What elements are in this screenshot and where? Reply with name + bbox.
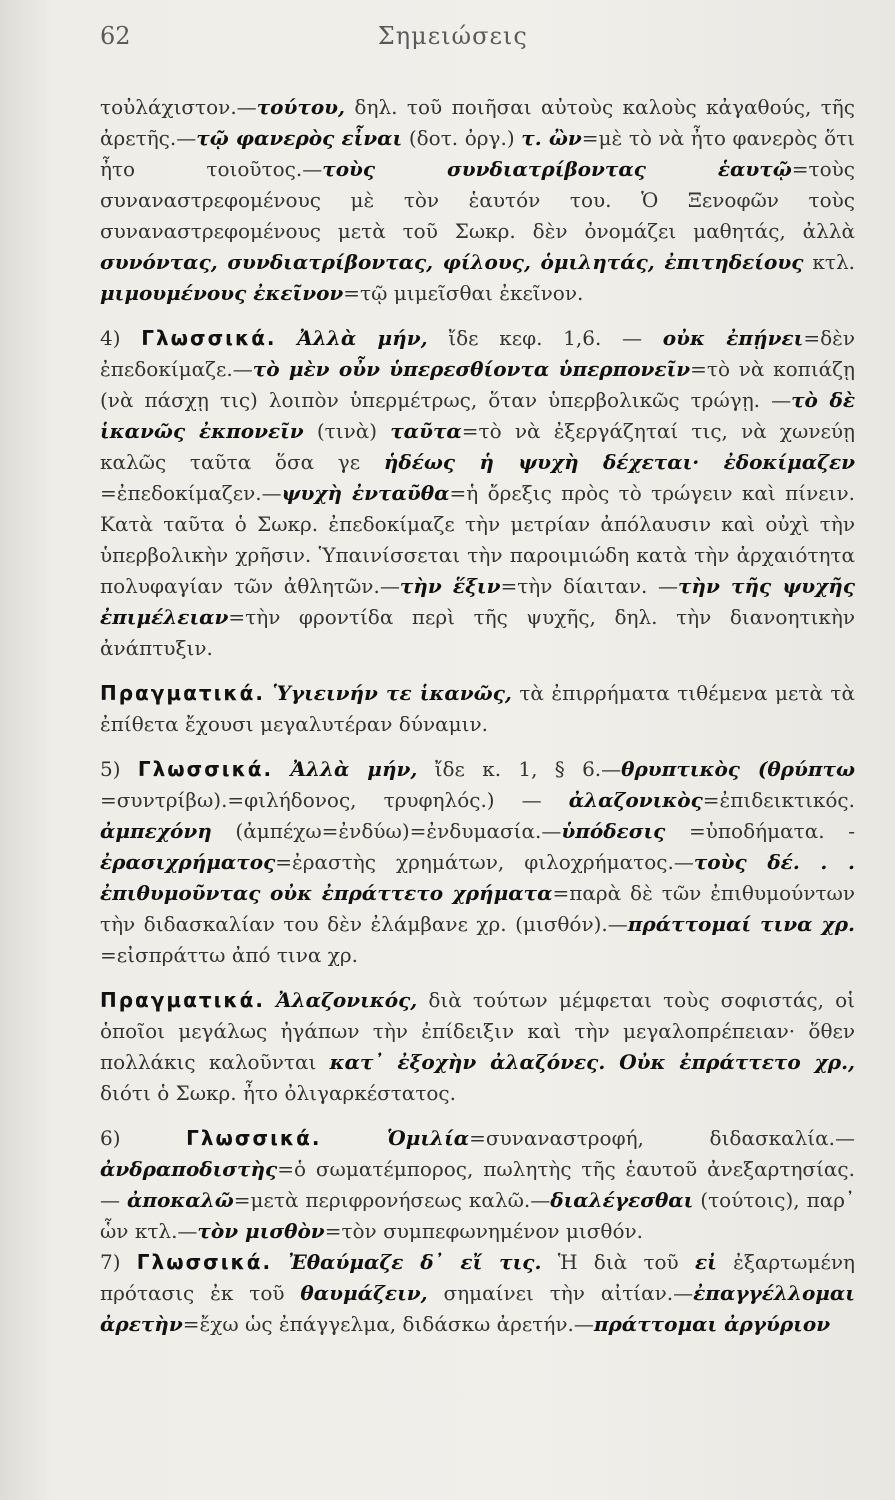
note-paragraph [100, 754, 855, 971]
note-text: =τῷ μιμεῖσθαι ἐκεῖνον. [343, 281, 584, 305]
section-label: Γλωσσικά. [141, 326, 277, 350]
note-paragraph [100, 92, 855, 309]
lemma-term: ἐπαγγέλλομαι ἀρετὴν [100, 1281, 855, 1336]
note-text: ἴδε κ. 1, § 6.— [417, 757, 622, 781]
note-paragraph [100, 1247, 855, 1340]
note-text: =εἰσπράττω ἀπό τινα χρ. [100, 943, 359, 967]
note-text: (δοτ. ὀργ.) [402, 126, 522, 150]
lemma-term: εἰ [695, 1250, 717, 1274]
lemma-term: τοὺς δέ. . . ἐπιθυμοῦντας οὐκ ἐπράττετο χρήματα [100, 850, 855, 905]
note-text: =συντρίβω).=φιλήδονος, τρυφηλός.) — [100, 788, 569, 812]
note-text: =ὁ σωματέμπορος, πωλητὴς τῆς ἑαυτοῦ ἀνεξαρτησίας.— [100, 1157, 855, 1212]
lemma-term: οὐκ ἐπῄνει [662, 326, 804, 350]
note-text: =τὴν δίαιταν. — [500, 574, 678, 598]
note-text [272, 1250, 288, 1274]
running-header [100, 22, 855, 72]
note-text: =τὸ νὰ ἐξεργάζηταί τις, νὰ χωνεύῃ καλῶς ταῦτα ὅσα γε [100, 419, 856, 474]
note-text [277, 326, 298, 350]
note-text: διότι ὁ Σωκρ. ἦτο ὀλιγαρκέστατος. [100, 1081, 456, 1105]
note-text: =ἐπιδεικτικός. [702, 788, 855, 812]
note-paragraph [100, 678, 855, 740]
lemma-term: Ἀλλὰ μήν, [290, 757, 418, 781]
note-paragraph [100, 985, 855, 1109]
lemma-term: τὸ δὲ ἱκανῶς ἐκπονεῖν [100, 388, 855, 443]
lemma-term: Ἀλαζονικός, [276, 988, 418, 1012]
note-text: =τὸν συμπεφωνημένον μισθόν. [324, 1219, 643, 1243]
lemma-term: τὴν ἕξιν [399, 574, 501, 598]
lemma-term: τούτου, [256, 95, 345, 119]
lemma-term: μιμουμένους ἐκεῖνον [100, 281, 344, 305]
note-text: =ἔχω ὡς ἐπάγγελμα, διδάσκω ἀρετήν.— [182, 1312, 594, 1336]
lemma-term: τῷ φανερὸς εἶναι [196, 126, 403, 150]
note-text: ἴδε κεφ. 1,6. — [427, 326, 663, 350]
section-label: Γλωσσικά. [186, 1126, 322, 1150]
lemma-term: ἀλαζονικὸς [568, 788, 703, 812]
note-text [273, 757, 290, 781]
note-text: σημαίνει τὴν αἰτίαν.— [427, 1281, 694, 1305]
page-number: 62 [100, 22, 131, 50]
notes-body [100, 92, 855, 1340]
note-text: =δὲν ἐπεδοκίμαζε.— [100, 326, 856, 381]
lemma-term: συνόντας, συνδιατρίβοντας, φίλους, ὁμιλητάς, ἐπιτηδείους [100, 250, 804, 274]
note-text: 7) [100, 1250, 137, 1274]
running-title: Σημειώσεις [377, 22, 528, 50]
note-text: κτλ. [803, 250, 855, 274]
note-text: (τινὰ) [303, 419, 391, 443]
lemma-term: θαυμάζειν, [300, 1281, 428, 1305]
note-text: =συναναστροφή, διδασκαλία.— [469, 1126, 855, 1150]
note-text [321, 1126, 387, 1150]
lemma-term: πράττομαι ἀργύριον [593, 1312, 831, 1336]
note-text: (ἀμπέχω=ἐνδύω)=ἐνδυμασία.— [211, 819, 562, 843]
lemma-term: τὴν τῆς ψυχῆς ἐπιμέλειαν [100, 574, 855, 629]
note-text: =ὑποδήματα. - [665, 819, 855, 843]
note-text: =μετὰ περιφρονήσεως καλῶ.— [233, 1188, 551, 1212]
note-text: =τὸ νὰ κοπιάζῃ (νὰ πάσχῃ τις) λοιπὸν ὑπερμέτρως, ὅταν ὑπερβολικῶς τρώγῃ. — [100, 357, 855, 412]
lemma-term: κατ᾽ ἐξοχὴν ἀλαζόνες. Οὐκ ἐπράττετο χρ., [329, 1050, 855, 1074]
note-text: 5) [100, 757, 138, 781]
note-text: =τὴν φροντίδα περὶ τῆς ψυχῆς, δηλ. τὴν διανοητικὴν ἀνάπτυξιν. [100, 605, 855, 660]
note-text: =παρὰ δὲ τῶν ἐπιθυμούντων τὴν διδασκαλίαν του δὲν ἐλάμβανε χρ. (μισθόν).— [100, 881, 856, 936]
note-text: (τούτοις), παρ᾽ ὧν κτλ.— [100, 1188, 856, 1243]
lemma-term: ψυχὴ ἐνταῦθα [281, 481, 450, 505]
lemma-term: τοὺς συνδιατρίβοντας ἑαυτῷ [322, 157, 792, 181]
note-paragraph [100, 323, 855, 664]
lemma-term: τὸν μισθὸν [197, 1219, 325, 1243]
lemma-term: τὸ μὲν οὖν ὑπερεσθίοντα ὑπερπονεῖν [252, 357, 691, 381]
note-text: =ἐραστὴς χρημάτων, φιλοχρήματος.— [275, 850, 694, 874]
note-text [265, 988, 276, 1012]
lemma-term: διαλέγεσθαι [550, 1188, 694, 1212]
note-text: =ἐπεδοκίμαζεν.— [100, 481, 282, 505]
section-label: Γλωσσικά. [136, 1250, 273, 1274]
lemma-term: ἀποκαλῶ [126, 1188, 234, 1212]
lemma-term: ἡδέως ἡ ψυχὴ δέχεται· ἐδοκίμαζεν [383, 450, 855, 474]
lemma-term: ἀνδραποδιστὴς [100, 1157, 278, 1181]
note-text: =μὲ τὸ νὰ ἦτο φανερὸς ὅτι ἦτο τοιοῦτος.— [100, 126, 856, 181]
section-label: Γλωσσικά. [137, 757, 274, 781]
lemma-term: Ὁμιλία [387, 1126, 470, 1150]
section-label: Πραγματικά. [100, 681, 265, 705]
lemma-term: Ἀλλὰ μήν, [297, 326, 428, 350]
note-text: Ἡ διὰ τοῦ [541, 1250, 695, 1274]
lemma-term: πράττομαί τινα χρ. [627, 912, 855, 936]
note-text: 4) [100, 326, 142, 350]
lemma-term: θρυπτικὸς (θρύπτω [621, 757, 855, 781]
note-text: 6) [100, 1126, 187, 1150]
lemma-term: Ἐθαύμαζε δ᾽ εἴ τις. [288, 1250, 542, 1274]
lemma-term: Ὑγιεινήν τε ἱκανῶς, [272, 681, 512, 705]
note-text: τοὐλάχιστον.— [100, 95, 257, 119]
lemma-term: ταῦτα [390, 419, 462, 443]
lemma-term: τ. ὢν [521, 126, 582, 150]
lemma-term: ὑπόδεσις [561, 819, 666, 843]
lemma-term: ἀμπεχόνη [100, 819, 212, 843]
note-text: =τοὺς συναναστρεφομένους μὲ τὸν ἑαυτόν του. Ὁ Ξενοφῶν τοὺς συναναστρεφομένους μετὰ τοῦ Σωκρ. δὲν ὀνομάζει μαθητάς, ἀλλὰ [100, 157, 855, 243]
note-text: =ἡ ὄρεξις πρὸς τὸ τρώγειν καὶ πίνειν. Κατὰ ταῦτα ὁ Σωκρ. ἐπεδοκίμαζε τὴν μετρίαν ἀπόλαυσιν καὶ οὐχὶ τὴν ὑπερβολικὴν χρῆσιν. Ὑπαινίσσεται τὴν παροιμιώδη κατὰ τὴν ἀρχαιότητα πολυφαγίαν τῶν ἀθλητῶν.— [100, 481, 855, 598]
lemma-term: ἐρασιχρήματος [100, 850, 276, 874]
note-paragraph [100, 1123, 855, 1247]
note-text: δηλ. τοῦ ποιῆσαι αὐτοὺς καλοὺς κἀγαθούς, τῆς ἀρετῆς.— [100, 95, 855, 150]
section-label: Πραγματικά. [100, 988, 265, 1012]
note-text: διὰ τούτων μέμφεται τοὺς σοφιστάς, οἱ ὁποῖοι μεγάλως ἠγάπων τὴν ἐπίδειξιν καὶ τὴν μεγαλοπρέπειαν· ὅθεν πολλάκις καλοῦνται [100, 988, 855, 1074]
note-text: τὰ ἐπιρρήματα τιθέμενα μετὰ τὰ ἐπίθετα ἔχουσι μεγαλυτέραν δύναμιν. [100, 681, 856, 736]
note-text: ἐξαρτωμένη πρότασις ἐκ τοῦ [100, 1250, 855, 1305]
